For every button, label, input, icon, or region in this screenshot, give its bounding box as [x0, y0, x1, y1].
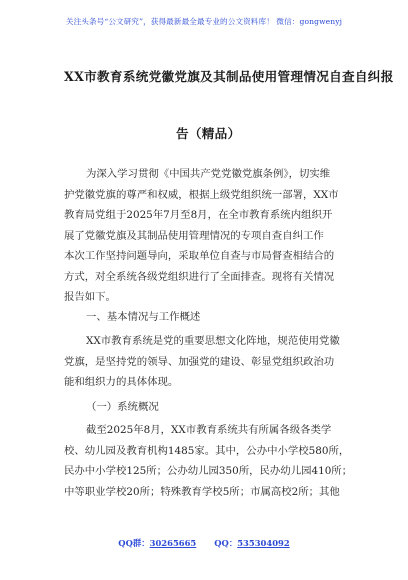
qq-number[interactable]: 535304092	[237, 538, 290, 548]
document-title-line-2: 告（精品）	[176, 126, 241, 141]
text-line: 报告如下。	[64, 291, 116, 303]
text-line: 校、幼儿园及教育机构1485家。其中，公办中小学校580所，	[64, 444, 350, 457]
subsection-heading-text: （一）系统概况	[86, 401, 159, 413]
paragraph-system-overview	[64, 420, 354, 502]
paragraph-intro	[64, 164, 354, 308]
qq-group-number[interactable]: 30265665	[149, 538, 197, 548]
text-line: 截至2025年8月，XX市教育系统共有所属各级各类学	[86, 424, 332, 436]
text-line: 教育局党组于2025年7月至8月，在全市教育系统内组织开	[64, 209, 333, 221]
footer-contact	[0, 537, 408, 549]
section-heading	[64, 307, 354, 328]
text-line: 本次工作坚持问题导向，采取单位自查与市局督查相结合的	[64, 250, 335, 262]
subsection-heading	[64, 397, 354, 418]
section-heading-text: 一、基本情况与工作概述	[86, 311, 201, 323]
text-line: 护党徽党旗的尊严和权威，根据上级党组织统一部署，XX市	[64, 188, 339, 201]
qq-group-label: QQ群：	[118, 538, 150, 548]
qq-label: QQ：	[214, 538, 238, 548]
text-line: 为深入学习贯彻《中国共产党党徽党旗条例》，切实维	[86, 168, 331, 180]
text-line: 方式，对全系统各级党组织进行了全面排查。现将有关情况	[64, 270, 335, 283]
text-line: 民办中小学校125所；公办幼儿园350所，民办幼儿园410所；	[64, 465, 353, 477]
text-line: 能和组织力的具体体现。	[64, 376, 179, 388]
text-line: 展了党徽党旗及其制品使用管理情况的专项自查自纠工作	[64, 229, 324, 242]
text-line: 中等职业学校20所；特殊教育学校5所；市属高校2所；其他	[64, 485, 340, 498]
header-note: 关注头条号“公文研究”，获得最新最全最专业的公文资料库！ 微信：gongwenyj	[65, 17, 343, 26]
text-line: 党旗，是坚持党的领导、加强党的建设、彰显党组织政治功	[64, 355, 335, 368]
paragraph-overview	[64, 331, 354, 393]
document-title-line-1: XX市教育系统党徽党旗及其制品使用管理情况自查自纠报	[64, 69, 394, 84]
text-line: XX市教育系统是党的重要思想文化阵地，规范使用党徽	[86, 335, 340, 347]
